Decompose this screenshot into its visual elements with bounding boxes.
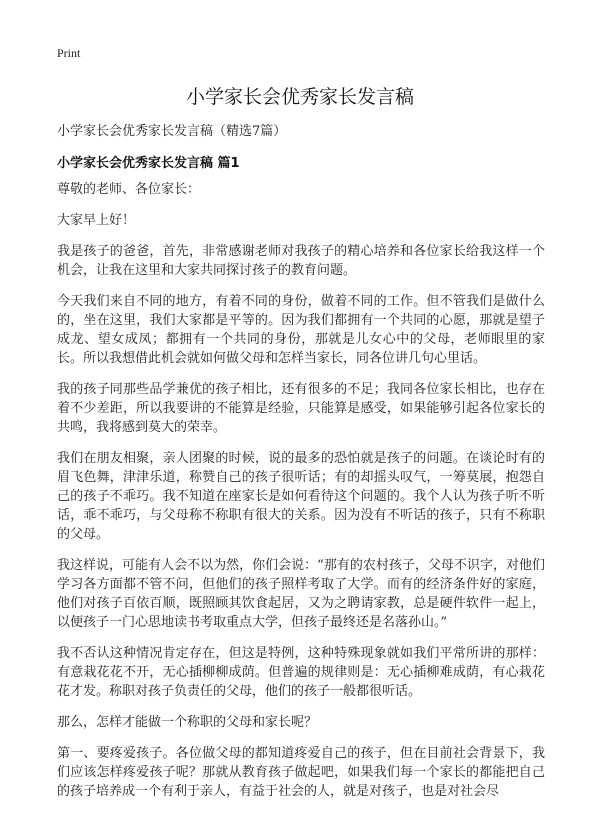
paragraph-hello: 大家早上好！ [57,213,136,228]
paragraph: 我的孩子同那些品学兼优的孩子相比，还有很多的不足；我同各位家长相比，也存在着不少差距，所以我要讲的不能算是经验，只能算是感受，如果能够引起各位家长的共鸣，我将感到莫大的荣幸。 [57,382,545,435]
paragraph: 我不否认这种情况肯定存在，但这是特例，这种特殊现象就如我们平常所讲的那样：有意栽花花不开，无心插柳柳成荫。但普遍的规律则是：无心插柳难成荫，有心栽花花才发。称职对孩子负责任的父母，他们的孩子一般都很听话。 [57,646,545,699]
document-body [57,180,545,813]
document-title: 小学家长会优秀家长发言稿 [185,86,414,108]
print-label: Print [57,46,81,60]
document-subtitle: 小学家长会优秀家长发言稿（精选7篇） [57,124,287,139]
paragraph: 今天我们来自不同的地方，有着不同的身份，做着不同的工作。但不管我们是做什么的，坐在这里，我们大家都是平等的。因为我们都拥有一个共同的心愿，那就是望子成龙、望女成凤；都拥有一个共同的身份，那就是儿女心中的父母，老师眼里的家长。所以我想借此机会就如何做父母和怎样当家长，同各位讲几句心里话。 [57,294,545,366]
section-heading: 小学家长会优秀家长发言稿 篇1 [57,156,240,171]
paragraph: 我们在朋友相聚，亲人团聚的时候，说的最多的恐怕就是孩子的问题。在谈论时有的眉飞色舞，津津乐道，称赞自己的孩子很听话；有的却摇头叹气，一筹莫展，抱怨自己的孩子不乖巧。我不知道在座家长是如何看待这个问题的。我个人认为孩子听不听话，乖不乖巧，与父母称不称职有很大的关系。因为没有不听话的孩子，只有不称职的父母。 [57,451,545,542]
paragraph: 第一、要疼爱孩子。各位做父母的都知道疼爱自己的孩子，但在目前社会背景下，我们应该怎样疼爱孩子呢？那就从教育孩子做起吧，如果我们每一个家长的都能把自己的孩子培养成一个有利于亲人，有益于社会的人，就是对孩子，也是对社会尽 [57,746,545,799]
paragraph: 那么，怎样才能做一个称职的父母和家长呢？ [57,715,318,730]
paragraph: 我这样说，可能有人会不以为然，你们会说：“那有的农村孩子，父母不识字，对他们学习各方面都不管不问，但他们的孩子照样考取了大学。而有的经济条件好的家庭，他们对孩子百依百顺，既照顾其饮食起居，又为之聘请家教，总是硬件软件一起上，以便孩子一门心思地读书考取重点大学，但孩子最终还是名落孙山。” [57,558,545,630]
paragraph: 我是孩子的爸爸，首先，非常感谢老师对我孩子的精心培养和各位家长给我这样一个机会，让我在这里和大家共同探讨孩子的教育问题。 [57,244,545,278]
paragraph-greeting: 尊敬的老师、各位家长： [57,182,201,197]
